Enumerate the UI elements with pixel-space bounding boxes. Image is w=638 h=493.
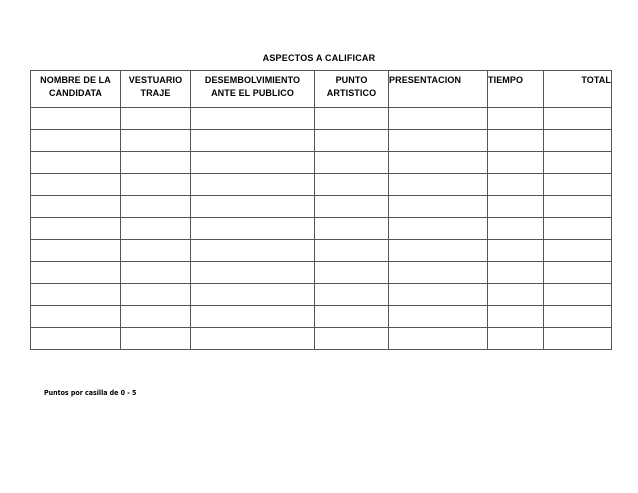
table-row xyxy=(31,196,612,218)
table-cell[interactable] xyxy=(544,262,612,284)
table-cell[interactable] xyxy=(389,306,488,328)
table-cell[interactable] xyxy=(389,108,488,130)
table-cell[interactable] xyxy=(31,328,121,350)
table-cell[interactable] xyxy=(191,174,315,196)
table-cell[interactable] xyxy=(488,262,544,284)
table-cell[interactable] xyxy=(191,306,315,328)
table-cell[interactable] xyxy=(389,284,488,306)
table-row xyxy=(31,284,612,306)
table-cell[interactable] xyxy=(31,306,121,328)
table-cell[interactable] xyxy=(315,196,389,218)
table-cell[interactable] xyxy=(31,262,121,284)
col-header-desembolvimiento xyxy=(191,71,315,108)
table-cell[interactable] xyxy=(31,108,121,130)
table-cell[interactable] xyxy=(544,240,612,262)
table-cell[interactable] xyxy=(121,218,191,240)
table-cell[interactable] xyxy=(191,262,315,284)
table-cell[interactable] xyxy=(191,284,315,306)
header-row xyxy=(31,71,612,108)
table-cell[interactable] xyxy=(544,284,612,306)
table-row xyxy=(31,306,612,328)
table-cell[interactable] xyxy=(31,130,121,152)
col-header-line: CANDIDATA xyxy=(48,88,103,98)
table-cell[interactable] xyxy=(31,174,121,196)
table-cell[interactable] xyxy=(121,284,191,306)
table-row xyxy=(31,108,612,130)
table-cell[interactable] xyxy=(544,328,612,350)
table-row xyxy=(31,152,612,174)
table-cell[interactable] xyxy=(121,306,191,328)
table-cell[interactable] xyxy=(389,130,488,152)
table-row xyxy=(31,262,612,284)
col-header-vestuario xyxy=(121,71,191,108)
col-header-line: TOTAL xyxy=(581,75,611,85)
table-cell[interactable] xyxy=(191,130,315,152)
table-cell[interactable] xyxy=(31,284,121,306)
table-cell[interactable] xyxy=(31,196,121,218)
table-row xyxy=(31,218,612,240)
table-cell[interactable] xyxy=(191,328,315,350)
table-cell[interactable] xyxy=(191,196,315,218)
table-cell[interactable] xyxy=(488,328,544,350)
table-cell[interactable] xyxy=(315,240,389,262)
table-cell[interactable] xyxy=(191,108,315,130)
col-header-total xyxy=(544,71,612,108)
page-title: ASPECTOS A CALIFICAR xyxy=(262,53,376,63)
table-cell[interactable] xyxy=(315,130,389,152)
table-cell[interactable] xyxy=(121,328,191,350)
col-header-line: DESEMBOLVIMIENTO xyxy=(204,75,301,85)
col-header-line: PRESENTACION xyxy=(389,75,462,85)
table-row xyxy=(31,130,612,152)
table-cell[interactable] xyxy=(544,306,612,328)
col-header-line: TIEMPO xyxy=(488,75,524,85)
col-header-tiempo xyxy=(488,71,544,108)
table-cell[interactable] xyxy=(488,284,544,306)
scoring-note: Puntos por casilla de 0 - 5 xyxy=(44,389,137,397)
table-cell[interactable] xyxy=(389,152,488,174)
table-cell[interactable] xyxy=(389,328,488,350)
table-row xyxy=(31,328,612,350)
table-cell[interactable] xyxy=(121,174,191,196)
table-cell[interactable] xyxy=(31,240,121,262)
table-cell[interactable] xyxy=(488,196,544,218)
table-cell[interactable] xyxy=(389,196,488,218)
table-cell[interactable] xyxy=(191,218,315,240)
table-cell[interactable] xyxy=(315,174,389,196)
table-cell[interactable] xyxy=(121,152,191,174)
table-cell[interactable] xyxy=(389,174,488,196)
table-cell[interactable] xyxy=(315,152,389,174)
table-row xyxy=(31,240,612,262)
scoring-table xyxy=(30,70,612,350)
col-header-punto-artistico xyxy=(315,71,389,108)
table-cell[interactable] xyxy=(544,152,612,174)
table-cell[interactable] xyxy=(315,328,389,350)
table-cell[interactable] xyxy=(121,196,191,218)
table-cell[interactable] xyxy=(488,130,544,152)
table-cell[interactable] xyxy=(315,306,389,328)
table-cell[interactable] xyxy=(121,262,191,284)
table-cell[interactable] xyxy=(544,108,612,130)
table-cell[interactable] xyxy=(121,240,191,262)
col-header-nombre xyxy=(31,71,121,108)
col-header-line: NOMBRE DE LA xyxy=(40,75,111,85)
col-header-line: TRAJE xyxy=(140,88,171,98)
table-cell[interactable] xyxy=(488,306,544,328)
table-cell[interactable] xyxy=(31,218,121,240)
table-cell[interactable] xyxy=(488,218,544,240)
table-cell[interactable] xyxy=(121,108,191,130)
table-cell[interactable] xyxy=(389,262,488,284)
table-cell[interactable] xyxy=(389,240,488,262)
col-header-line: VESTUARIO xyxy=(128,75,183,85)
table-cell[interactable] xyxy=(315,284,389,306)
table-cell[interactable] xyxy=(544,218,612,240)
table-cell[interactable] xyxy=(121,130,191,152)
table-cell[interactable] xyxy=(488,108,544,130)
table-cell[interactable] xyxy=(315,218,389,240)
table-cell[interactable] xyxy=(544,130,612,152)
col-header-line: ANTE EL PUBLICO xyxy=(211,88,294,98)
col-header-line: PUNTO xyxy=(335,75,368,85)
table-cell[interactable] xyxy=(544,196,612,218)
table-cell[interactable] xyxy=(315,262,389,284)
table-cell[interactable] xyxy=(389,218,488,240)
table-row xyxy=(31,174,612,196)
table-cell[interactable] xyxy=(488,152,544,174)
table-body xyxy=(31,108,612,350)
col-header-line: ARTISTICO xyxy=(326,88,377,98)
table-cell[interactable] xyxy=(191,152,315,174)
table-cell[interactable] xyxy=(544,174,612,196)
table-cell[interactable] xyxy=(488,240,544,262)
table-cell[interactable] xyxy=(315,108,389,130)
col-header-presentacion xyxy=(389,71,488,108)
table-cell[interactable] xyxy=(191,240,315,262)
table-cell[interactable] xyxy=(31,152,121,174)
table-cell[interactable] xyxy=(488,174,544,196)
